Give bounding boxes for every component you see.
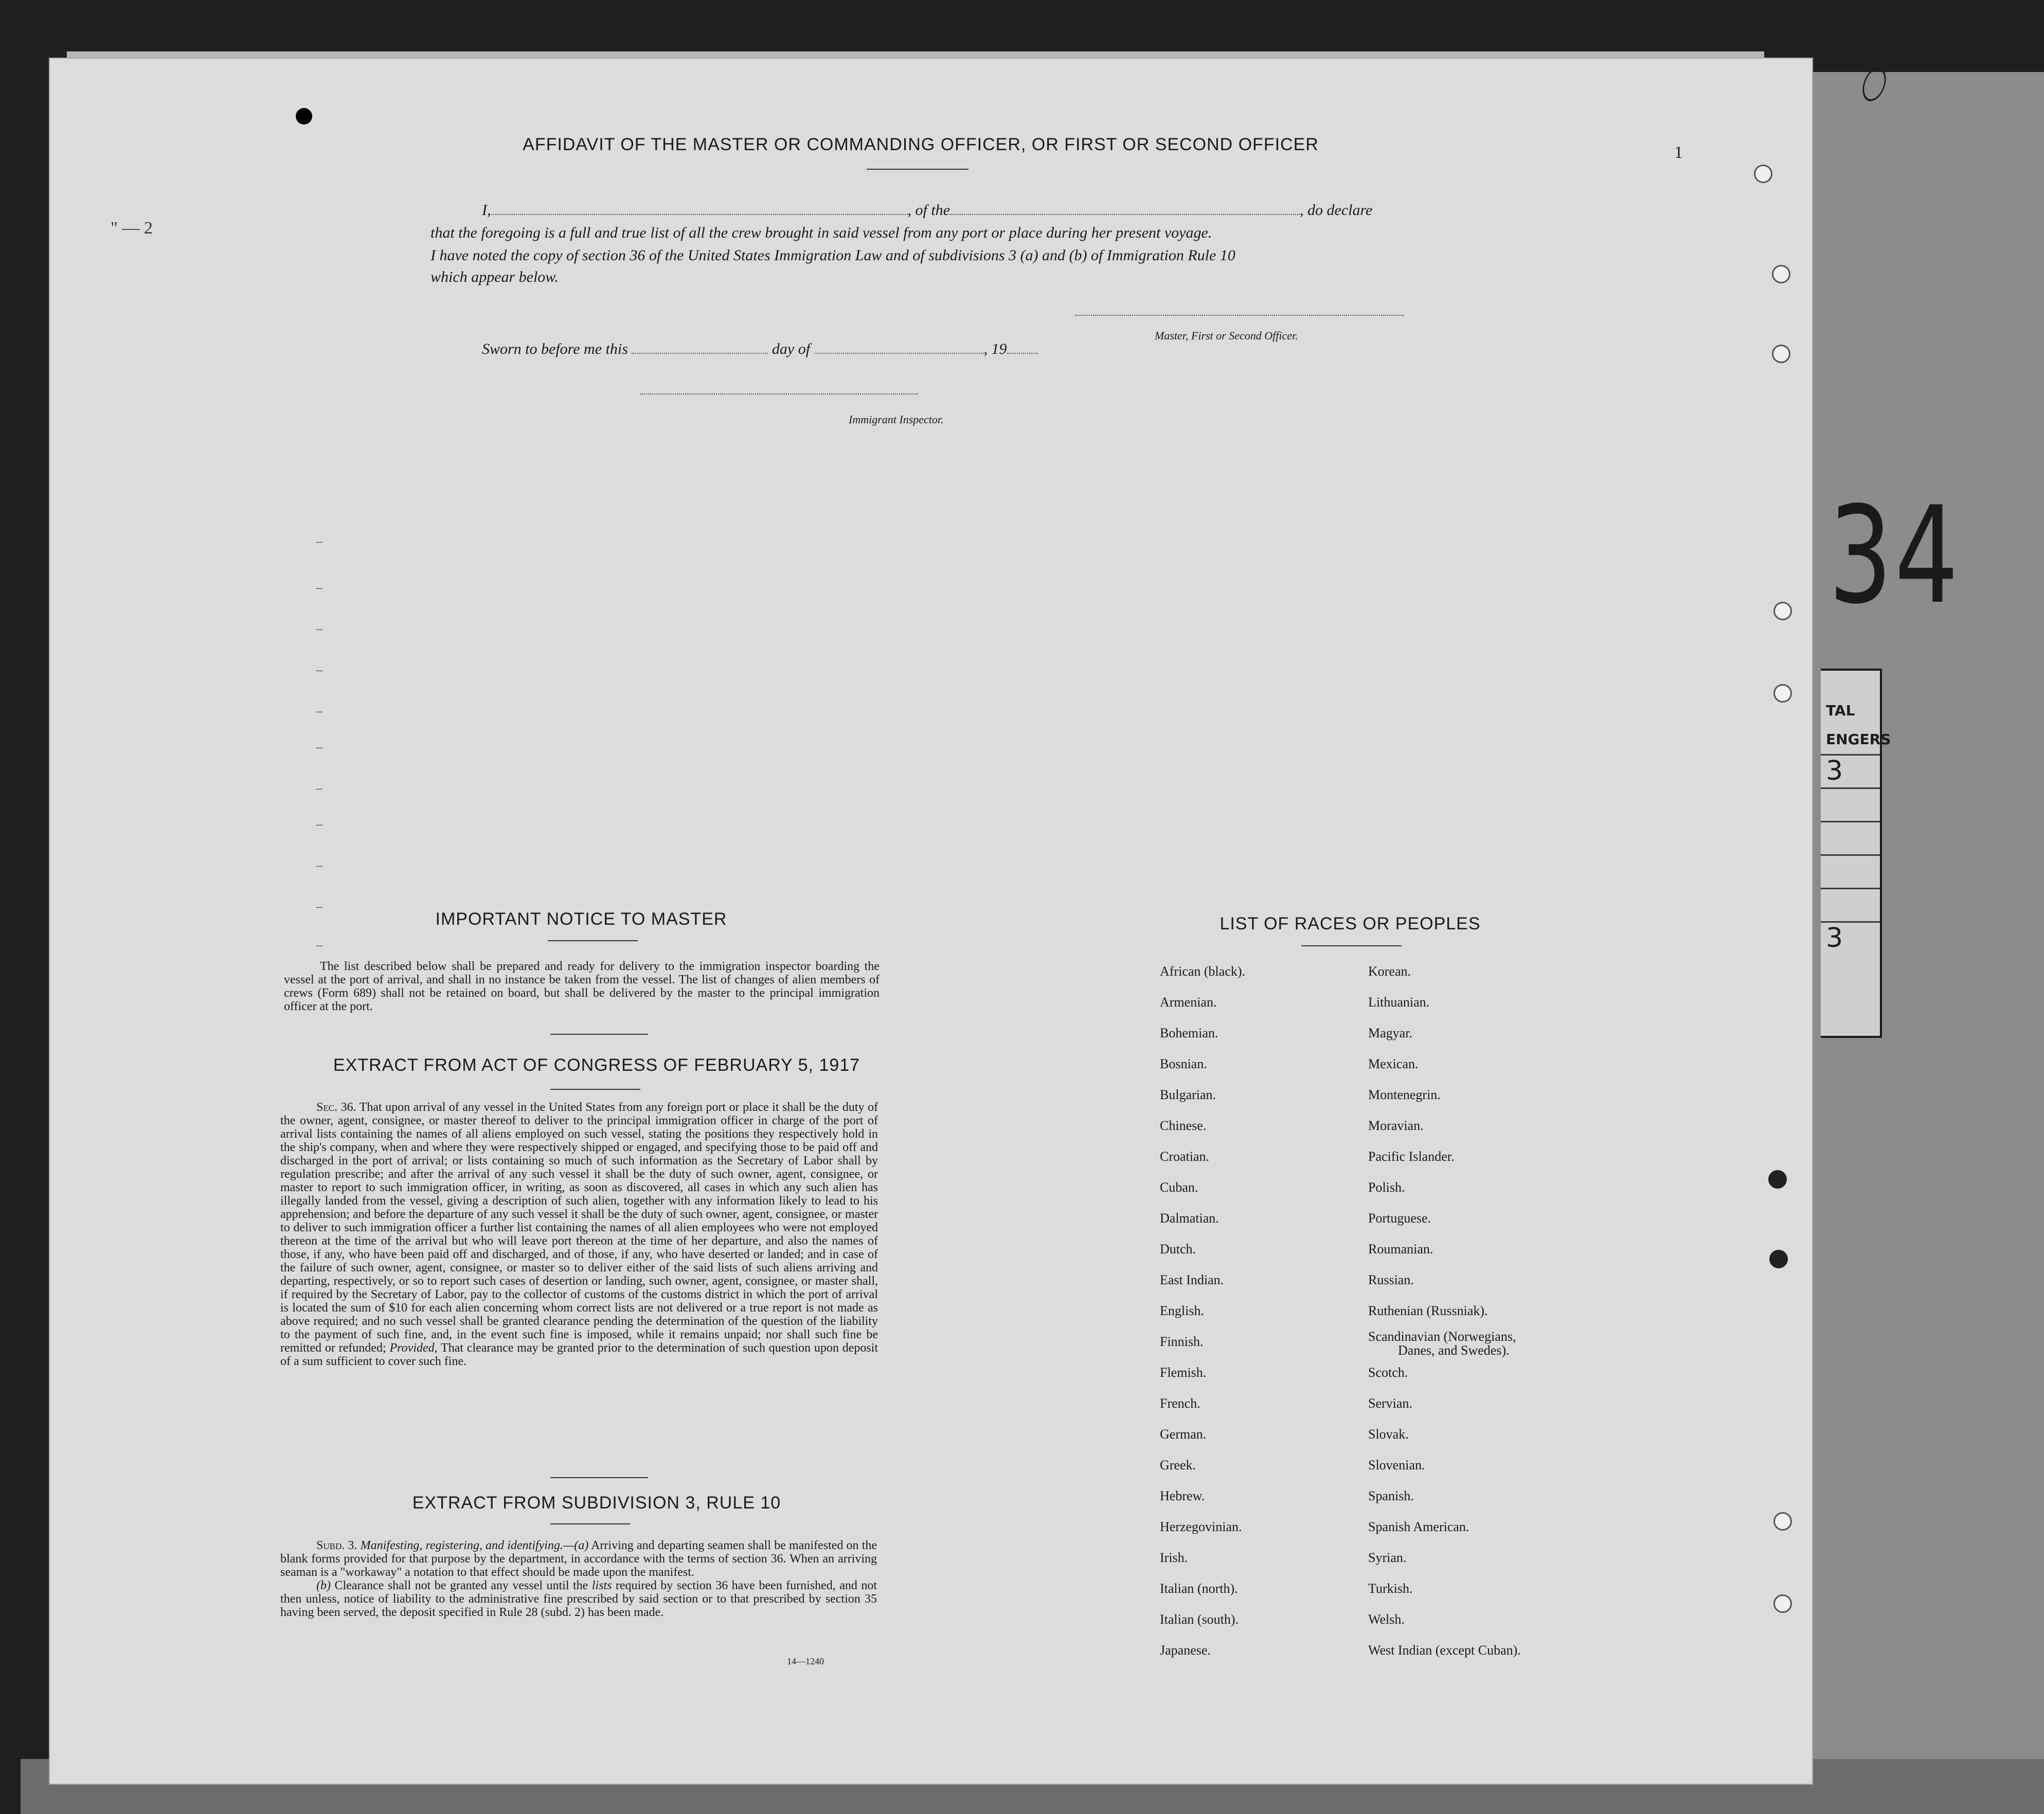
stamp-row xyxy=(1821,854,1880,888)
stamp-header-line1: TAL xyxy=(1826,702,1855,719)
affidavit-title: AFFIDAVIT OF THE MASTER OR COMMANDING OFFICER, OR FIRST OR SECOND OFFICER xyxy=(523,135,1319,154)
races-rule xyxy=(1301,945,1402,946)
race-item: Bulgarian. xyxy=(1160,1087,1216,1102)
race-item: Portuguese. xyxy=(1368,1211,1431,1226)
margin-annotation: " — 2 xyxy=(111,219,153,238)
day-blank xyxy=(632,353,768,354)
stamp-header-line2: ENGERS xyxy=(1826,731,1891,748)
affidavit-line-2: that the foregoing is a full and true list of all the crew brought in said vessel from any port or place during her present voyage. xyxy=(431,224,1212,241)
notice-text: The list described below shall be prepared and ready for delivery to the immigration inspector boarding the vessel at the port of arrival, and shall in no instance be taken from the vessel. The list of changes of alien members of crews (Form 689) shall not be retained on board, but shall be delivered by the master to the principal immigration officer at the port. xyxy=(284,960,880,1013)
rule-extract-title: EXTRACT FROM SUBDIVISION 3, RULE 10 xyxy=(412,1493,781,1513)
subd-italic: Manifesting, registering, and identifying.—(a) xyxy=(360,1539,589,1552)
affidavit-line-3: I have noted the copy of section 36 of the United States Immigration Law and of subdivisions 3 (a) and (b) of Immigration Rule 10 xyxy=(431,247,1235,264)
section-body-end: That clearance may be granted prior to the determination of such question upon deposit of a sum sufficient to cover such fine. xyxy=(280,1341,878,1368)
act-rule xyxy=(550,1089,640,1090)
race-item: German. xyxy=(1160,1427,1207,1442)
race-item: Pacific Islander. xyxy=(1368,1149,1455,1164)
race-item: Greek. xyxy=(1160,1458,1196,1472)
race-item: Dalmatian. xyxy=(1160,1211,1219,1226)
section-label: Sec. 36. xyxy=(316,1101,356,1114)
race-item: Mexican. xyxy=(1368,1056,1419,1071)
section-body: That upon arrival of any vessel in the United States from any foreign port or place it shall be the duty of the owner, agent, consignee, or master thereof to deliver to the principal immigration officer in charge of the port of arrival lists containing the names of all aliens employed on such vessel, stating the positions they respectively hold in the ship's company, when and where they were respectively shipped or engaged, and specifying those to be paid off and discharged in the port of arrival; or lists containing so much of such information as the Secretary of Labor shall by regulation prescribe; and after the arrival of any such vessel it shall be the duty of such owner, agent, consignee, or master to report to such immigration officer, in writing, as soon as discovered, all cases in which any such alien has illegally landed from the vessel, giving a description of such alien, together with any information likely to lead to his apprehension; and before the departure of any such vessel it shall be the duty of such owner, agent, consignee, or master to deliver to such immigration officer a further list containing the names of all alien employees who were not employed thereon at the time of the arrival but who will leave port thereon at the time of her departure, and also the names of those, if any, who have been paid off and discharged, and of those, if any, who have deserted or landed; and in case of the failure of such owner, agent, consignee, or master so to deliver either of the said lists of such aliens arriving and departing, respectively, or so to report such cases of desertion or landing, such owner, agent, consignee, or master shall, if required by the Secretary of Labor, pay to the collector of customs of the customs district in which the port of arrival is located the sum of $10 for each alien concerning whom correct lists are not delivered or a true report is not made as above required; and no such vessel shall be granted clearance pending the determination of the question of the liability to the payment of such fine, and, in the event such fine is imposed, while it remains unpaid; nor shall such fine be remitted or refunded; xyxy=(280,1101,878,1355)
race-item: Spanish. xyxy=(1368,1488,1414,1503)
passenger-total-stamp xyxy=(1821,669,1891,1038)
notice-end-rule xyxy=(550,1034,648,1035)
signature-label: Master, First or Second Officer. xyxy=(1155,329,1298,342)
race-item-continuation: Danes, and Swedes). xyxy=(1398,1343,1510,1358)
ink-dot xyxy=(296,108,312,124)
name-blank xyxy=(491,214,908,215)
sworn-line xyxy=(482,340,1038,358)
race-item: Spanish American. xyxy=(1368,1519,1469,1534)
race-item: Irish. xyxy=(1160,1550,1188,1565)
stamp-header xyxy=(1821,671,1891,754)
punch-hole xyxy=(1772,345,1790,363)
race-item: Magyar. xyxy=(1368,1026,1412,1040)
race-item: Scandinavian (Norwegians, xyxy=(1368,1329,1516,1344)
race-item: Dutch. xyxy=(1160,1242,1196,1256)
stamp-row: 3 xyxy=(1821,754,1880,787)
sworn-text: Sworn to before me this xyxy=(482,340,628,357)
race-item: Syrian. xyxy=(1368,1550,1407,1565)
form-number: 14—1240 xyxy=(787,1656,824,1666)
section-36-text xyxy=(280,1101,878,1368)
punch-hole xyxy=(1772,265,1790,283)
race-item: Chinese. xyxy=(1160,1118,1207,1133)
notice-rule xyxy=(548,940,638,941)
subd-b-text2: required by section 36 have been furnished, and not then unless, notice of liability to the administrative fine prescribed by said section or to that prescribed by section 35 having been served, the deposit specified in Rule 28 (subd. 2) has been made. xyxy=(280,1579,877,1619)
races-title: LIST OF RACES OR PEOPLES xyxy=(1220,914,1481,933)
race-item: Lithuanian. xyxy=(1368,995,1430,1010)
punch-hole xyxy=(1773,684,1792,703)
race-item: Servian. xyxy=(1368,1396,1412,1411)
race-item: West Indian (except Cuban). xyxy=(1368,1643,1521,1658)
subd-b-label: (b) xyxy=(316,1579,331,1592)
punch-hole xyxy=(1769,1250,1788,1268)
race-item: Armenian. xyxy=(1160,995,1217,1010)
race-item: Finnish. xyxy=(1160,1334,1204,1349)
race-item: Herzegovinian. xyxy=(1160,1519,1242,1534)
race-item: Japanese. xyxy=(1160,1643,1211,1658)
race-item: Turkish. xyxy=(1368,1581,1413,1596)
day-of-text: day of xyxy=(772,340,811,357)
rule-rule xyxy=(550,1523,630,1524)
race-item: Italian (south). xyxy=(1160,1612,1239,1627)
form-sheet xyxy=(49,58,1813,1785)
inspector-label: Immigrant Inspector. xyxy=(849,413,944,426)
stamp-row xyxy=(1821,821,1880,854)
race-item: Scotch. xyxy=(1368,1365,1408,1380)
race-item: Roumanian. xyxy=(1368,1242,1433,1256)
race-item: Slovenian. xyxy=(1368,1458,1425,1472)
race-item: African (black). xyxy=(1160,964,1246,979)
race-item: Bohemian. xyxy=(1160,1026,1218,1040)
subd-b-lists: lists xyxy=(591,1579,612,1592)
year-blank xyxy=(1007,353,1038,354)
notice-title: IMPORTANT NOTICE TO MASTER xyxy=(435,909,727,929)
punch-hole xyxy=(1768,1170,1787,1189)
race-item: Montenegrin. xyxy=(1368,1087,1441,1102)
stamp-row xyxy=(1821,888,1880,921)
subd-body: Arriving and departing seamen shall be manifested on the blank forms provided for that purpose by the department, in accordance with the terms of section 36. When an arriving seaman is a "workaway" a notation to that effect should be made upon the manifest. xyxy=(280,1539,877,1579)
signature-blank xyxy=(1075,315,1404,316)
race-item: English. xyxy=(1160,1303,1204,1318)
race-item: Korean. xyxy=(1368,964,1411,979)
act-end-rule xyxy=(550,1477,648,1478)
punch-hole xyxy=(1754,165,1772,183)
race-item: Italian (north). xyxy=(1160,1581,1238,1596)
subdivision-3-text xyxy=(280,1539,877,1619)
provided-word: Provided, xyxy=(389,1341,438,1355)
race-item: Hebrew. xyxy=(1160,1488,1205,1503)
act-extract-title: EXTRACT FROM ACT OF CONGRESS OF FEBRUARY 5, 1917 xyxy=(333,1055,860,1075)
race-item: Cuban. xyxy=(1160,1180,1198,1195)
race-item: East Indian. xyxy=(1160,1272,1224,1287)
year-prefix: , 19 xyxy=(983,340,1007,357)
subd-label: Subd. 3. xyxy=(316,1539,357,1552)
title-rule xyxy=(867,169,969,170)
punch-hole xyxy=(1773,1594,1792,1613)
stamp-row xyxy=(1821,787,1880,821)
vessel-blank xyxy=(950,214,1300,215)
race-item: French. xyxy=(1160,1396,1200,1411)
handwritten-mark: 1 xyxy=(1674,143,1683,162)
subd-b-text1: Clearance shall not be granted any vessel until the xyxy=(334,1579,588,1592)
punch-hole xyxy=(1773,602,1792,620)
race-item: Moravian. xyxy=(1368,1118,1424,1133)
race-item: Croatian. xyxy=(1160,1149,1210,1164)
race-item: Bosnian. xyxy=(1160,1056,1207,1071)
month-blank xyxy=(814,353,984,354)
stamp-row: 3 xyxy=(1821,921,1880,955)
race-item: Slovak. xyxy=(1368,1427,1409,1442)
race-item: Ruthenian (Russniak). xyxy=(1368,1303,1488,1318)
affidavit-line-4: which appear below. xyxy=(431,268,559,285)
punch-hole xyxy=(1773,1512,1792,1531)
race-item: Russian. xyxy=(1368,1272,1414,1287)
affidavit-i: I, xyxy=(482,202,491,219)
race-item: Flemish. xyxy=(1160,1365,1207,1380)
handwritten-page-number: 34 xyxy=(1828,478,1961,634)
race-item: Polish. xyxy=(1368,1180,1405,1195)
affidavit-of-the: , of the xyxy=(907,202,950,219)
affidavit-do-declare: , do declare xyxy=(1300,202,1373,219)
inspector-blank xyxy=(640,393,918,394)
race-item: Welsh. xyxy=(1368,1612,1405,1627)
affidavit-line-1 xyxy=(482,202,1372,219)
